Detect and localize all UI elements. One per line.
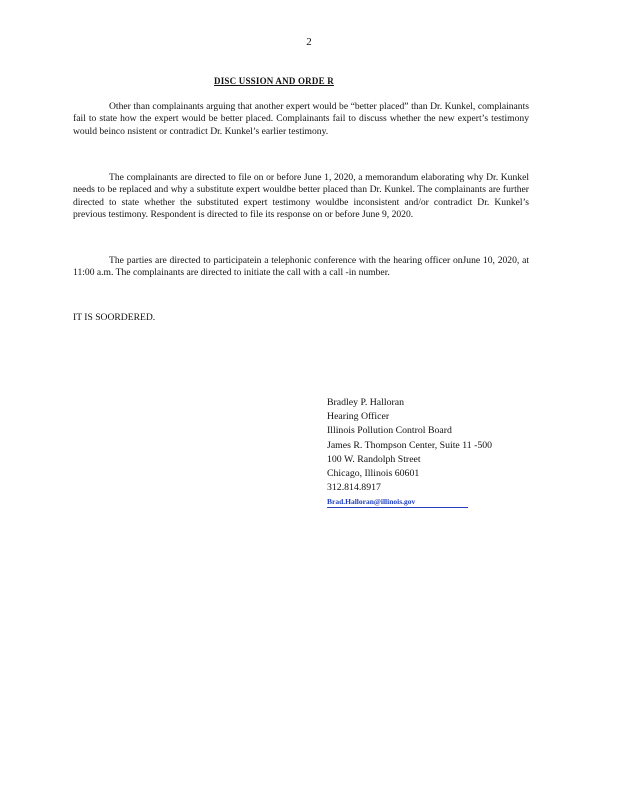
page-number: 2 <box>306 36 312 48</box>
paragraph-1: Other than complainants arguing that another expert would be “better placed” than Dr. Kunkel, complainants fail to state how the expert would be better placed. Complainants fail to discuss whether the new expert’s testimony would beinco nsistent or contradict Dr. Kunkel’s earlier testimony. <box>73 101 529 137</box>
paragraph-3: The parties are directed to participatein a telephonic conference with the hearing officer onJune 10, 2020, at 11:00 a.m. The complainants are directed to initiate the call with a call -in number. <box>73 255 529 279</box>
signer-name: Bradley P. Halloran <box>327 397 404 408</box>
paragraph-2: The complainants are directed to file on or before June 1, 2020, a memorandum elaborating why Dr. Kunkel needs to be replaced and why a substitute expert wouldbe better placed than Dr. Kunkel. The complainants are further directed to state whether the substituted expert testimony wouldbe inconsistent and/or contradict Dr. Kunkel’s previous testimony. Respondent is directed to file its response on or before June 9, 2020. <box>73 172 529 220</box>
phone-number: 312.814.8917 <box>327 482 381 494</box>
email-link[interactable]: Brad.Halloran@illinois.gov <box>327 497 468 508</box>
address-line-2: 100 W. Randolph Street <box>327 453 421 465</box>
signer-title: Hearing Officer <box>327 411 390 423</box>
address-line-1: James R. Thompson Center, Suite 11 -500 <box>327 439 493 451</box>
closing-statement: IT IS SOORDERED. <box>73 312 156 323</box>
signature-block <box>327 396 492 510</box>
section-heading: DISC USSION AND ORDE R <box>214 76 334 86</box>
signer-organization: Illinois Pollution Control Board <box>327 425 452 437</box>
address-city: Chicago, Illinois 60601 <box>327 468 420 480</box>
